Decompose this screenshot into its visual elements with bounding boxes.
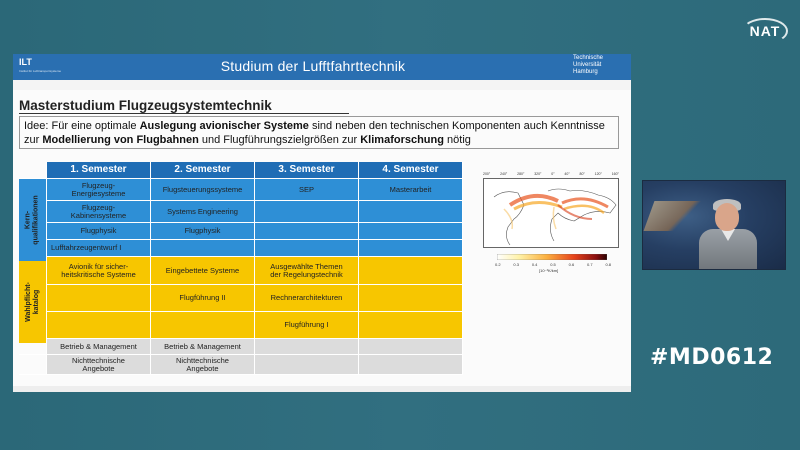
flight-corridor <box>564 206 604 213</box>
colorbar-tick: 0.2 <box>495 262 501 267</box>
course-cell: Systems Engineering <box>151 201 255 223</box>
semester-header: 3. Semester <box>255 162 359 179</box>
course-cell: Masterarbeit <box>359 179 463 201</box>
row-group-spacer <box>19 355 47 375</box>
group-label-kernqualifikationen <box>19 179 47 261</box>
course-cell: Lufftahrzeugentwurf I <box>47 240 151 257</box>
map-x-tick: 280° <box>517 172 525 176</box>
colorbar-tick: 0.8 <box>605 262 611 267</box>
tuhh-logo-line: Hamburg <box>573 69 598 75</box>
map-unit: [10⁻³K/km] <box>539 268 559 273</box>
course-cell <box>255 355 359 375</box>
map-colorbar-ticks <box>495 262 611 267</box>
slide-title: Studium der Lufftfahrttechnik <box>220 58 406 74</box>
nat-logo <box>742 18 788 44</box>
section-underline <box>19 113 349 114</box>
map-x-tick: 320° <box>534 172 542 176</box>
table-row <box>19 257 463 285</box>
table-row <box>19 339 463 355</box>
map-x-tick: 160° <box>611 172 619 176</box>
table-row <box>19 355 463 375</box>
idea-text-box <box>19 116 619 149</box>
header-corner <box>19 162 47 179</box>
idea-text: nötig <box>443 134 471 146</box>
course-cell <box>359 355 463 375</box>
ilt-logo-subtitle: Institut für Lufttransportsysteme <box>19 69 62 73</box>
map-x-tick: 0° <box>551 172 555 176</box>
group-label-text: Wahlpflicht- katalog <box>24 282 40 322</box>
map-x-tick: 120° <box>594 172 602 176</box>
course-cell <box>255 240 359 257</box>
presenter-head <box>715 203 739 231</box>
presenter-webcam <box>642 180 786 270</box>
table-row <box>19 223 463 240</box>
group-label-text: Kern- qualifikationen <box>24 195 40 245</box>
colorbar-tick: 0.3 <box>513 262 519 267</box>
flight-corridor <box>553 207 556 229</box>
tuhh-logo-line: Technische <box>573 55 604 61</box>
course-cell: Flugzeug- Kabinensysteme <box>47 201 151 223</box>
nat-logo-text: NAT <box>749 23 781 39</box>
table-row <box>19 201 463 223</box>
tuhh-logo-line: Universität <box>573 62 602 68</box>
idea-bold: Modellierung von Flugbahnen <box>42 134 199 146</box>
map-svg <box>484 179 619 248</box>
table-row <box>19 285 463 312</box>
colorbar-tick: 0.6 <box>568 262 575 267</box>
map-frame <box>483 178 619 248</box>
idea-bold: Klimaforschung <box>360 134 444 146</box>
colorbar-tick: 0.4 <box>531 262 538 267</box>
course-cell <box>255 223 359 240</box>
course-cell: Ausgewählte Themen der Regelungstechnik <box>255 257 359 285</box>
course-cell: Nichttechnische Angebote <box>151 355 255 375</box>
map-x-tick: 80° <box>579 172 585 176</box>
course-cell: Flugzeug- Energiesysteme <box>47 179 151 201</box>
course-cell <box>359 223 463 240</box>
course-cell <box>47 312 151 339</box>
course-cell: Flugphysik <box>47 223 151 240</box>
course-cell <box>47 285 151 312</box>
map-x-tick: 200° <box>483 172 491 176</box>
course-cell <box>255 201 359 223</box>
presentation-slide <box>13 54 631 392</box>
course-cell: Flugführung I <box>255 312 359 339</box>
section-title: Masterstudium Flugzeugsystemtechnik <box>19 98 272 113</box>
idea-text: Idee: Für eine optimale <box>24 120 140 132</box>
idea-text: und Flugführungszielgrößen zur <box>198 134 361 146</box>
course-cell <box>359 240 463 257</box>
map-x-ticks <box>483 172 619 176</box>
continent-outline <box>548 189 616 241</box>
semester-header: 2. Semester <box>151 162 255 179</box>
slide-footer <box>13 386 631 392</box>
table-row <box>19 240 463 257</box>
table-row <box>19 312 463 339</box>
table-header-row <box>19 162 463 179</box>
course-cell: Flugphysik <box>151 223 255 240</box>
course-cell: Flugsteuerungssysteme <box>151 179 255 201</box>
flight-corridor <box>504 209 512 229</box>
colorbar-tick: 0.7 <box>587 262 593 267</box>
event-hashtag: #MD0612 <box>650 345 774 370</box>
flight-density-map <box>477 172 627 284</box>
curriculum-table <box>19 162 463 375</box>
course-cell: Nichttechnische Angebote <box>47 355 151 375</box>
course-cell: Rechnerarchitekturen <box>255 285 359 312</box>
idea-bold: Auslegung avionischer Systeme <box>139 120 309 132</box>
course-cell: Eingebettete Systeme <box>151 257 255 285</box>
course-cell <box>151 240 255 257</box>
slide-header <box>13 54 631 80</box>
course-cell <box>359 285 463 312</box>
course-cell: Betrieb & Management <box>151 339 255 355</box>
semester-header: 4. Semester <box>359 162 463 179</box>
course-cell: Betrieb & Management <box>47 339 151 355</box>
course-cell <box>359 339 463 355</box>
map-x-tick: 40° <box>564 172 570 176</box>
semester-header: 1. Semester <box>47 162 151 179</box>
course-cell <box>255 339 359 355</box>
idea-text: sind neben den technischen Komponenten auch Kenntnisse zur <box>24 120 605 146</box>
course-cell: Avionik für sicher- heitskritische Systeme <box>47 257 151 285</box>
course-cell: Flugführung II <box>151 285 255 312</box>
nat-logo-ring <box>742 18 788 44</box>
course-cell <box>359 257 463 285</box>
course-cell: SEP <box>255 179 359 201</box>
tuhh-logo <box>573 55 603 76</box>
colorbar-tick: 0.5 <box>550 262 556 267</box>
table-row <box>19 179 463 201</box>
background-aircraft <box>644 201 705 231</box>
group-label-wahlpflichtkatalog <box>19 261 47 343</box>
map-colorbar <box>497 254 607 260</box>
ilt-logo: ILT <box>19 57 32 67</box>
table-body <box>19 179 463 375</box>
course-cell <box>151 312 255 339</box>
map-x-tick: 240° <box>500 172 508 176</box>
subheader-strip <box>13 80 631 90</box>
course-cell <box>359 312 463 339</box>
course-cell <box>359 201 463 223</box>
flight-corridor <box>514 202 562 209</box>
